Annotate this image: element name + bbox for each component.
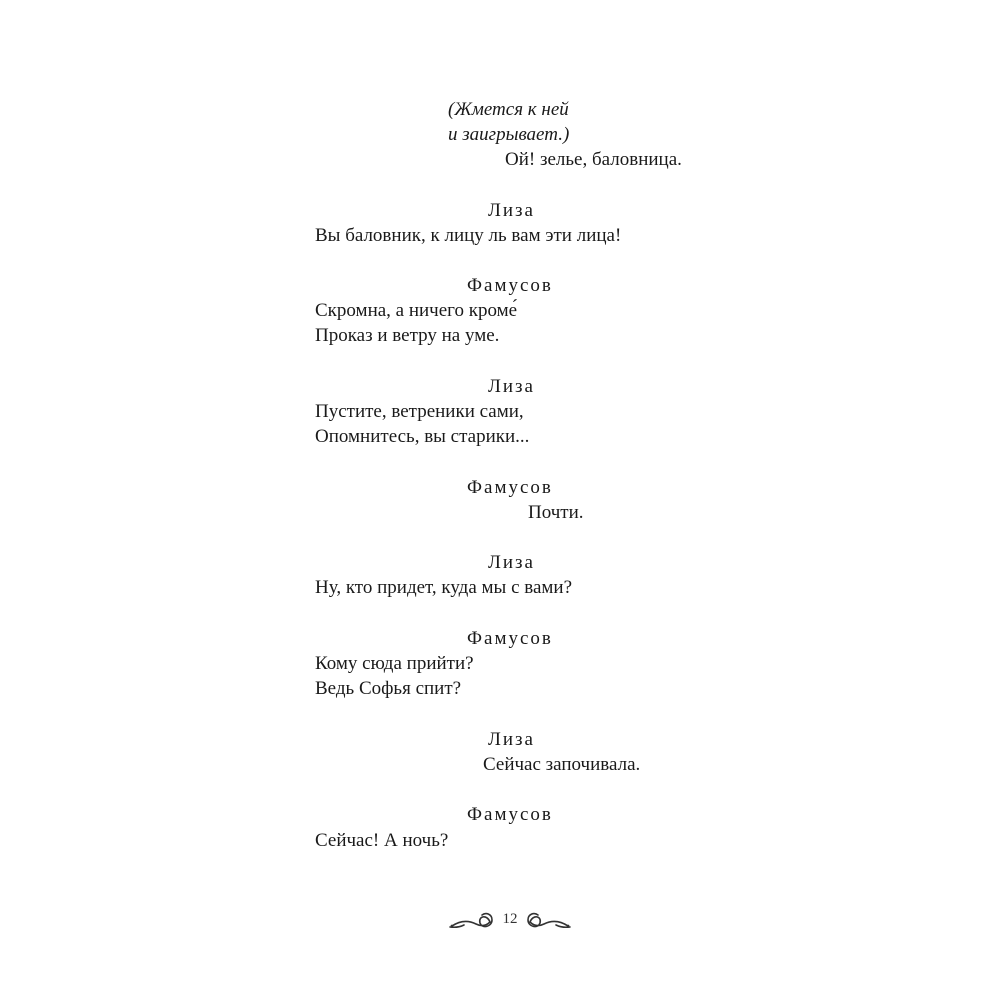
verse-line: Сейчас започивала. <box>483 754 641 775</box>
verse-line: Скромна, а ничего кроме́ <box>315 300 518 321</box>
speaker-name: Лиза <box>488 200 535 221</box>
stage-direction: и заигрывает.) <box>448 124 570 145</box>
speaker-name: Фамусов <box>467 477 553 498</box>
verse-line: Сейчас! А ночь? <box>315 830 449 851</box>
stage-direction: (Жмется к ней <box>448 99 569 120</box>
verse-line: Проказ и ветру на уме. <box>315 325 500 346</box>
verse-line: Почти. <box>528 502 584 523</box>
speaker-name: Лиза <box>488 552 535 573</box>
verse-line: Ведь Софья спит? <box>315 678 462 699</box>
verse-line: Кому сюда прийти? <box>315 653 474 674</box>
verse-line: Ой! зелье, баловница. <box>505 149 682 170</box>
speaker-name: Лиза <box>488 376 535 397</box>
speaker-name: Фамусов <box>467 628 553 649</box>
verse-line: Вы баловник, к лицу ль вам эти лица! <box>315 225 622 246</box>
verse-line: Опомнитесь, вы старики... <box>315 426 530 447</box>
verse-line: Пустите, ветреники сами, <box>315 401 524 422</box>
speaker-name: Фамусов <box>467 275 553 296</box>
verse-line: Ну, кто придет, куда мы с вами? <box>315 577 573 598</box>
page-footer <box>440 906 580 936</box>
speaker-name: Лиза <box>488 729 535 750</box>
page-number: 12 <box>502 911 518 927</box>
speaker-name: Фамусов <box>467 804 553 825</box>
